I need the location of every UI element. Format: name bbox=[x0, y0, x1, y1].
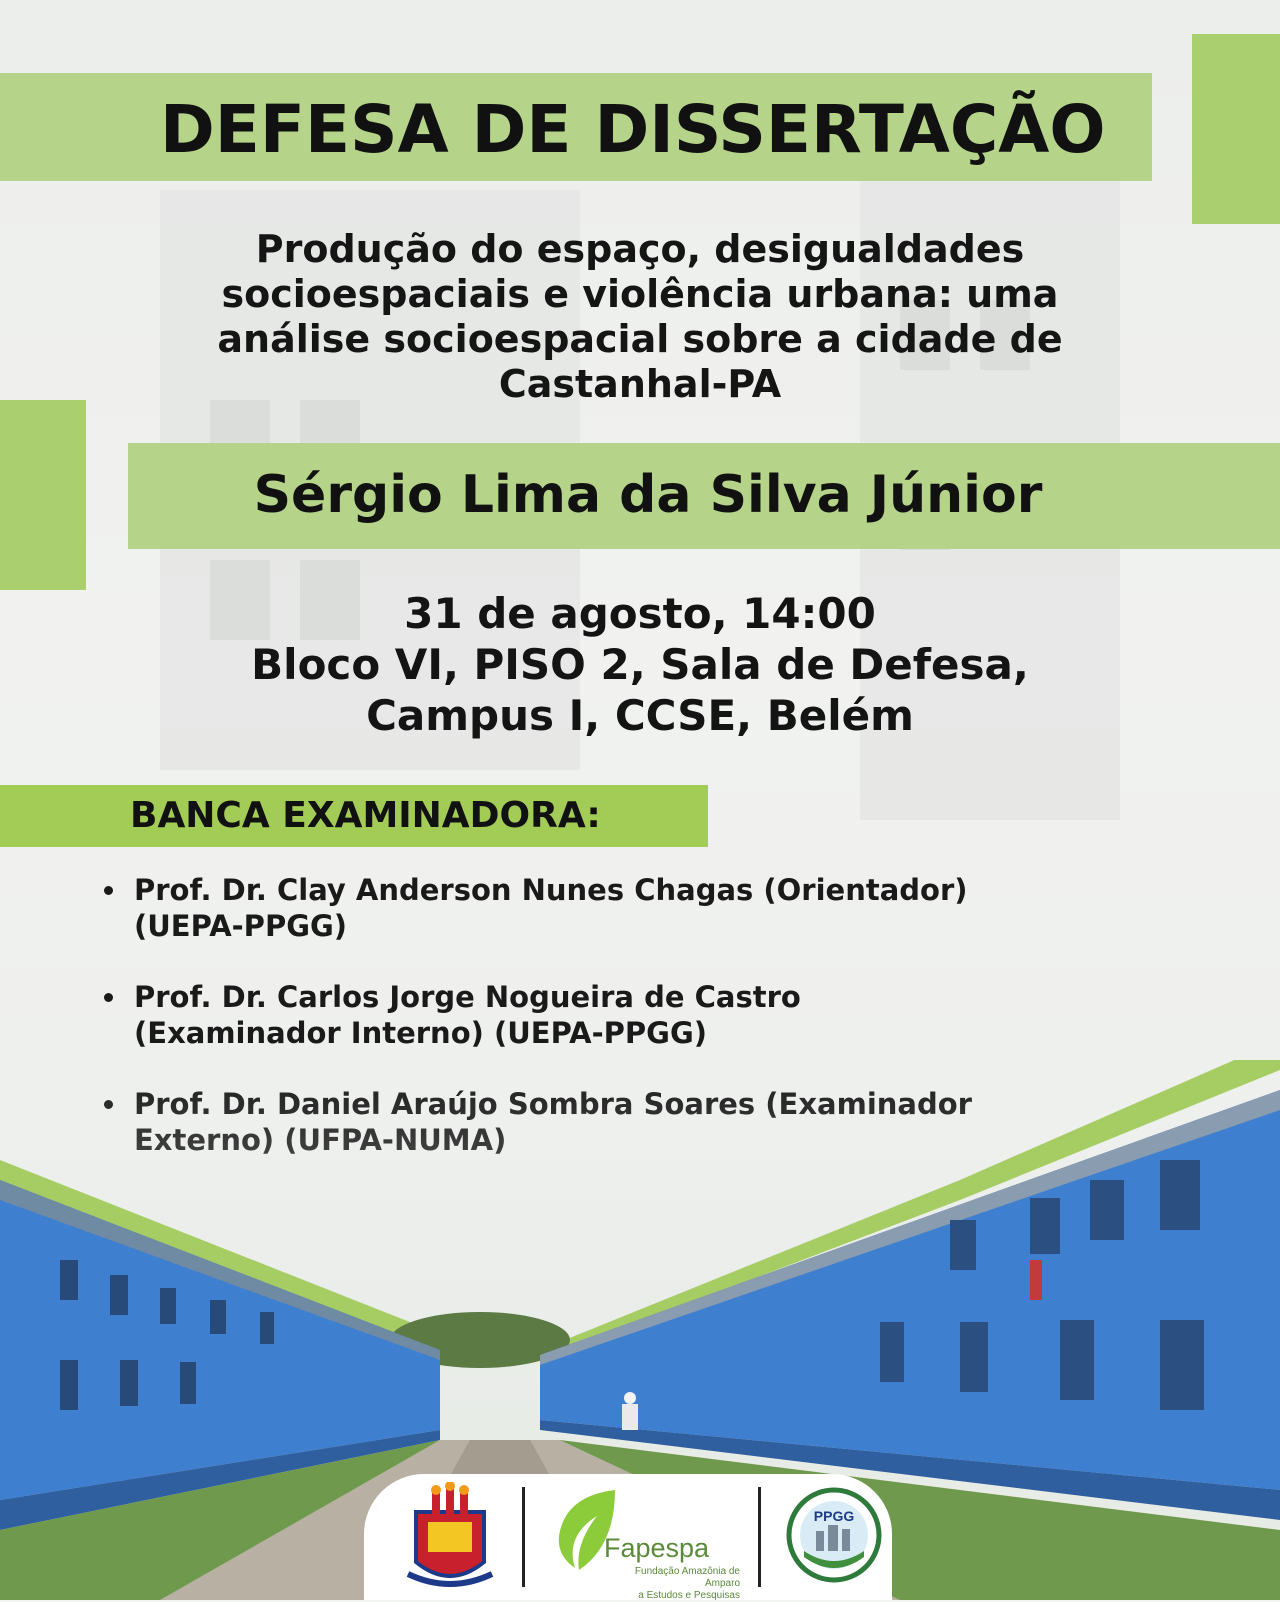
member-line: (Examinador Interno) (UEPA-PPGG) bbox=[134, 1016, 708, 1050]
bullet-icon bbox=[104, 993, 113, 1002]
page-title: DEFESA DE DISSERTAÇÃO bbox=[160, 91, 1106, 168]
dissertation-subtitle bbox=[100, 227, 1180, 407]
logo-separator bbox=[522, 1487, 525, 1587]
fapespa-name: Fapespa bbox=[604, 1533, 710, 1563]
subtitle-line: socioespaciais e violência urbana: uma bbox=[221, 272, 1059, 316]
list-item bbox=[104, 872, 1044, 944]
decor-block-left bbox=[0, 400, 86, 590]
banca-heading: BANCA EXAMINADORA: bbox=[130, 795, 601, 836]
event-date-time: 31 de agosto, 14:00 bbox=[404, 589, 876, 638]
fapespa-tagline bbox=[604, 1566, 740, 1602]
fapespa-tagline-line: a Estudos e Pesquisas bbox=[638, 1590, 740, 1601]
subtitle-line: Castanhal-PA bbox=[498, 362, 782, 406]
list-item bbox=[104, 979, 1044, 1051]
fapespa-tagline-line: Fundação Amazônia de Amparo bbox=[634, 1566, 740, 1589]
logo-separator bbox=[758, 1487, 761, 1587]
uepa-crest-logo bbox=[402, 1482, 498, 1594]
event-info bbox=[140, 588, 1140, 741]
member-line: Prof. Dr. Carlos Jorge Nogueira de Castro bbox=[134, 980, 801, 1014]
ppgg-name: PPGG bbox=[813, 1508, 855, 1524]
subtitle-line: Produção do espaço, desigualdades bbox=[255, 227, 1025, 271]
ppgg-seal-logo bbox=[786, 1487, 882, 1583]
candidate-name: Sérgio Lima da Silva Júnior bbox=[253, 465, 1043, 525]
decor-block-top-right bbox=[1192, 34, 1280, 224]
event-campus: Campus I, CCSE, Belém bbox=[366, 691, 914, 740]
subtitle-line: análise socioespacial sobre a cidade de bbox=[217, 317, 1063, 361]
member-line: Prof. Dr. Clay Anderson Nunes Chagas (Orientador) bbox=[134, 873, 968, 907]
member-line: (UEPA-PPGG) bbox=[134, 909, 348, 943]
bullet-icon bbox=[104, 886, 113, 895]
event-location: Bloco VI, PISO 2, Sala de Defesa, bbox=[251, 640, 1029, 689]
